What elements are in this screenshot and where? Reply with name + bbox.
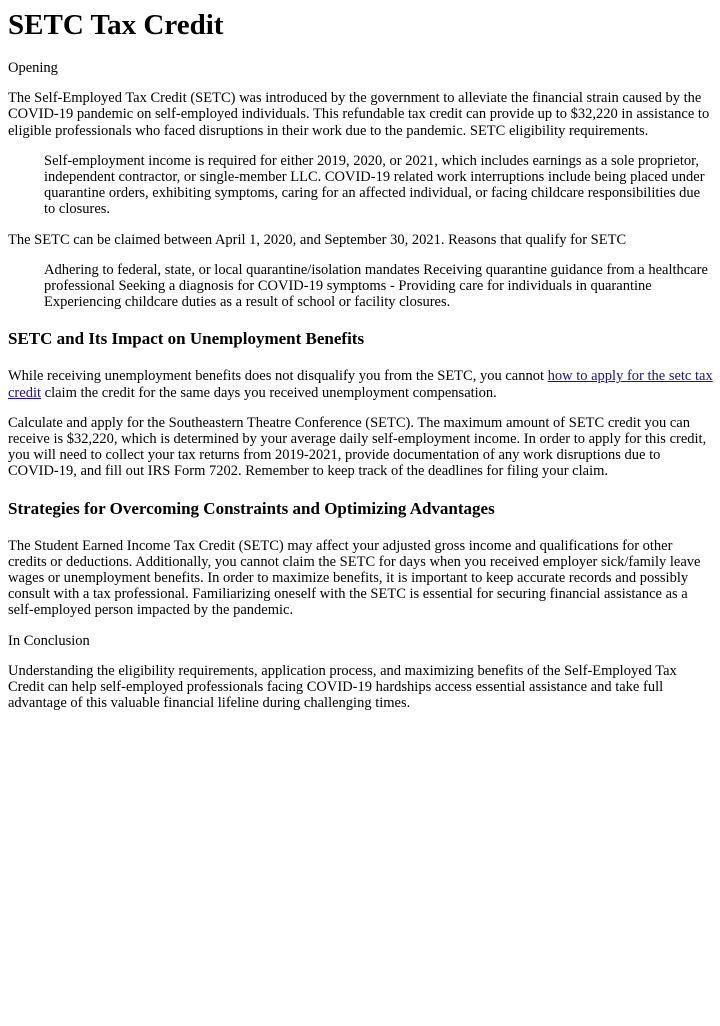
section-heading-unemployment: SETC and Its Impact on Unemployment Benefits — [8, 329, 365, 349]
strategies-paragraph: The Student Earned Income Tax Credit (SETC) may affect your adjusted gross income and qualifications for other credits or deductions. Additionally, you cannot claim the SETC for days when you received employer sick/family leave wages or unemployment benefits. In order to maximize benefits, it is important to keep accurate records and possibly consult with a tax professional. Familiarizing oneself with the SETC is essential for securing financial assistance as a self-employed person impacted by the pandemic. — [8, 537, 701, 619]
conclusion-paragraph: Understanding the eligibility requirements, application process, and maximizing benefits of the Self-Employed Tax Credit can help self-employed professionals facing COVID-19 hardships access essential assistance and take full advantage of this valuable financial lifeline during challenging times. — [8, 662, 677, 712]
apply-setc-link[interactable]: how to apply for the setc tax credit — [8, 368, 713, 401]
calculate-apply-paragraph: Calculate and apply for the Southeastern Theatre Conference (SETC). The maximum amount of SETC credit you can receive is $32,220, which is determined by your average daily self-employment income. In order to apply for this credit, you will need to collect your tax returns from 2019-2021, provide documentation of any work disruptions due to COVID-19, and fill out IRS Form 7202. Remember to keep track of the deadlines for filing your claim. — [8, 414, 707, 480]
page-title: SETC Tax Credit — [8, 9, 224, 41]
conclusion-label: In Conclusion — [8, 632, 90, 649]
reasons-quote: Adhering to federal, state, or local quarantine/isolation mandates Receiving quarantine guidance from a healthcare professional Seeking a diagnosis for COVID-19 symptoms - Providing care for individuals in quarantine Experiencing childcare duties as a result of school or facility closures. — [44, 261, 708, 311]
intro-paragraph: The Self-Employed Tax Credit (SETC) was introduced by the government to alleviate the financial strain caused by the COVID-19 pandemic on self-employed individuals. This refundable tax credit can provide up to $32,220 in assistance to eligible professionals who faced disruptions in their work due to the pandemic. SETC eligibility requirements. — [8, 90, 710, 139]
unemployment-text-end: claim the credit for the same days you received unemployment compensation. — [41, 384, 497, 401]
article — [0, 8, 720, 711]
unemployment-text-start: While receiving unemployment benefits does not disqualify you from the SETC, you cannot — [8, 368, 548, 385]
claim-period-paragraph: The SETC can be claimed between April 1, 2020, and September 30, 2021. Reasons that qualify for SETC — [8, 231, 627, 248]
unemployment-paragraph — [8, 368, 713, 400]
section-heading-strategies: Strategies for Overcoming Constraints and Optimizing Advantages — [8, 498, 495, 518]
eligibility-quote: Self-employment income is required for either 2019, 2020, or 2021, which includes earnings as a sole proprietor, independent contractor, or single-member LLC. COVID-19 related work interruptions include being placed under quarantine orders, exhibiting symptoms, caring for an affected individual, or facing childcare responsibilities due to closures. — [44, 152, 705, 218]
opening-label: Opening — [8, 60, 58, 76]
